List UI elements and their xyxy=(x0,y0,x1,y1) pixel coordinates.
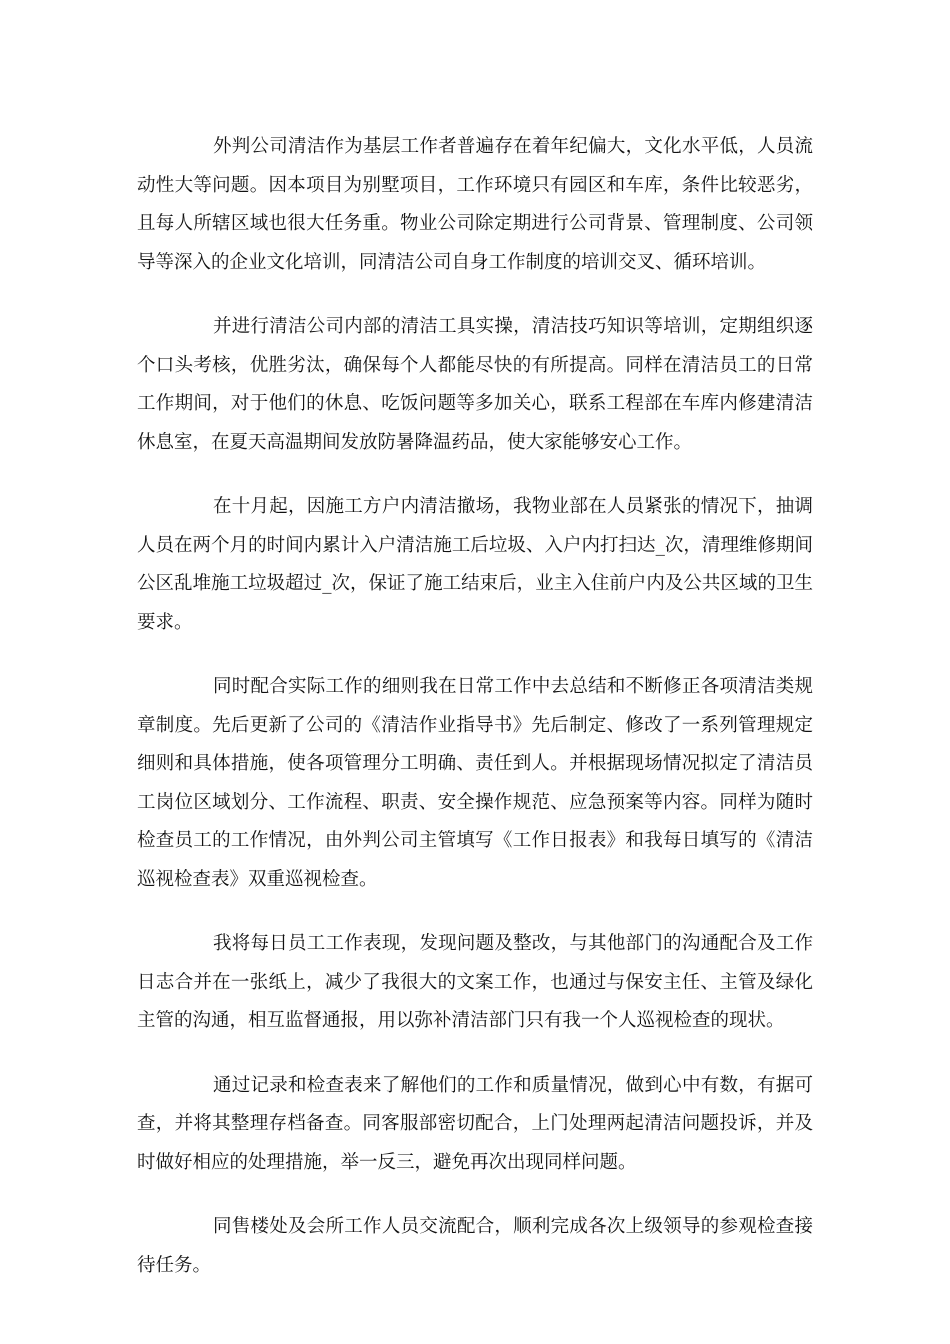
paragraph-3: 在十月起，因施工方户内清洁撤场，我物业部在人员紧张的情况下，抽调人员在两个月的时间内累计入户清洁施工后垃圾、入户内打扫达_次，清理维修期间公区乱堆施工垃圾超过_次，保证了施工结束后，业主入住前户内及公共区域的卫生要求。 xyxy=(137,496,813,633)
paragraph-2: 并进行清洁公司内部的清洁工具实操，清洁技巧知识等培训，定期组织逐个口头考核，优胜劣汰，确保每个人都能尽快的有所提高。同样在清洁员工的日常工作期间，对于他们的休息、吃饭问题等多加关心，联系工程部在车库内修建清洁休息室，在夏天高温期间发放防暑降温药品，使大家能够安心工作。 xyxy=(137,316,813,453)
paragraph-6: 通过记录和检查表来了解他们的工作和质量情况，做到心中有数，有据可查，并将其整理存档备查。同客服部密切配合，上门处理两起清洁问题投诉，并及时做好相应的处理措施，举一反三，避免再次出现同样问题。 xyxy=(137,1074,813,1173)
paragraph-4: 同时配合实际工作的细则我在日常工作中去总结和不断修正各项清洁类规章制度。先后更新了公司的《清洁作业指导书》先后制定、修改了一系列管理规定细则和具体措施，使各项管理分工明确、责任到人。并根据现场情况拟定了清洁员工岗位区域划分、工作流程、职责、安全操作规范、应急预案等内容。同样为随时检查员工的工作情况，由外判公司主管填写《工作日报表》和我每日填写的《清洁巡视检查表》双重巡视检查。 xyxy=(137,676,813,890)
paragraph-5: 我将每日员工工作表现，发现问题及整改，与其他部门的沟通配合及工作日志合并在一张纸上，减少了我很大的文案工作，也通过与保安主任、主管及绿化主管的沟通，相互监督通报，用以弥补清洁部门只有我一个人巡视检查的现状。 xyxy=(137,933,813,1031)
document-body xyxy=(137,128,813,1285)
paragraph-7: 同售楼处及会所工作人员交流配合，顺利完成各次上级领导的参观检查接待任务。 xyxy=(137,1216,813,1276)
paragraph-1: 外判公司清洁作为基层工作者普遍存在着年纪偏大，文化水平低，人员流动性大等问题。因本项目为别墅项目，工作环境只有园区和车库，条件比较恶劣，且每人所辖区域也很大任务重。物业公司除定期进行公司背景、管理制度、公司领导等深入的企业文化培训，同清洁公司自身工作制度的培训交叉、循环培训。 xyxy=(137,136,813,273)
